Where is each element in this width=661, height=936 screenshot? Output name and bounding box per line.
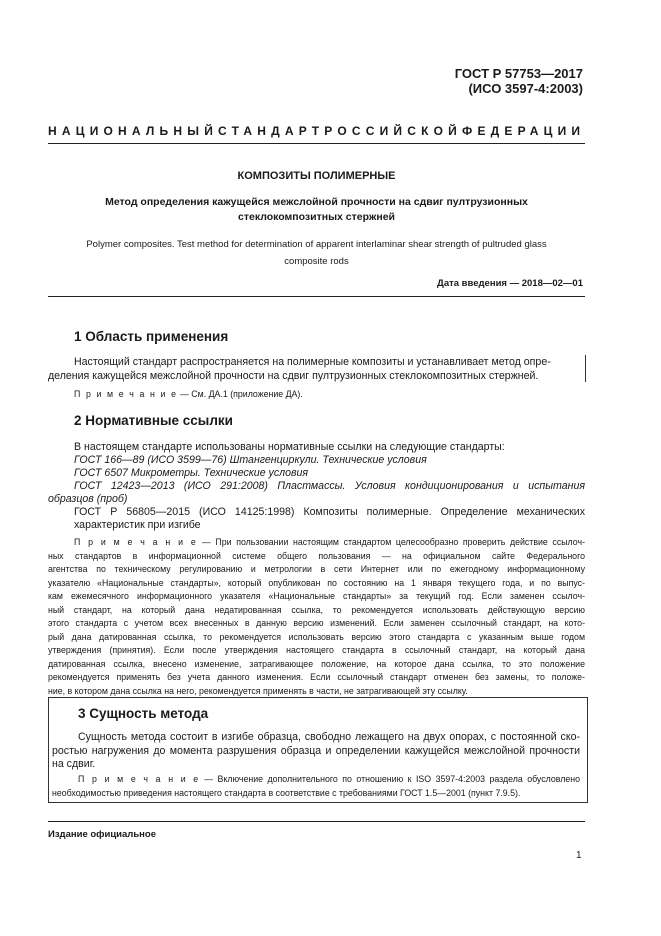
subtitle-line: стеклокомпозитных стержней [238,211,395,223]
note-text: — См. ДА.1 (приложение ДА). [177,389,303,399]
page-number: 1 [576,850,582,861]
banner-word: НАЦИОНАЛЬНЫЙ [48,124,219,138]
reference-line: образцов (проб) [48,493,128,505]
section-1-note [48,388,585,402]
document-title: КОМПОЗИТЫ ПОЛИМЕРНЫЕ [237,170,396,182]
introduction-date: Дата введения — 2018—02—01 [437,278,583,289]
paragraph-line: ростью нагружения до момента разрушения образца и определении кажущейся межслойной прочности [52,744,580,757]
note-label: П р и м е ч а н и е [74,537,198,547]
section-2-heading [74,413,233,428]
reference-line: ГОСТ 12423—2013 (ИСО 291:2008) Пластмассы. Условия кондиционирования и испытания [74,480,585,492]
footer-divider [48,821,585,822]
reference-gost-6507: ГОСТ 6507 Микрометры. Технические условия [74,467,309,479]
note-line: датированная ссылка, внесено изменение, затрагивающее положение, на которое дана ссылка, то это положение [48,658,585,669]
paragraph-line: Настоящий стандарт распространяется на полимерные композиты и устанавливает метод опре- [74,356,551,368]
reference-gost-166: ГОСТ 166—89 (ИСО 3599—76) Штангенциркули. Технические условия [74,454,427,466]
reference-gost-r-56805 [48,506,585,532]
note-line: ный стандарт, на который дана недатированная ссылка, то рекомендуется использовать действующую версию [48,604,585,615]
iso-number: (ИСО 3597-4:2003) [468,81,583,96]
subtitle-line: Метод определения кажущейся межслойной прочности на сдвиг пултрузионных [105,196,528,208]
document-subtitle [48,195,585,225]
paragraph-line: деления кажущейся межслойной прочности на сдвиг пултрузионных стеклокомпозитных стержней. [48,370,539,382]
note-line: необходимостью приведения настоящего стандарта в соответствие с требованиями ГОСТ 1.5—2001 (пункт 7.9.5). [52,787,521,798]
section-3-heading [78,706,208,721]
paragraph-line: Сущность метода состоит в изгибе образца, свободно лежащего на двух опорах, с постоянной ско- [78,731,580,743]
section-2-note [48,536,585,698]
paragraph-line: В настоящем стандарте использованы нормативные ссылки на следующие стандарты: [74,441,505,453]
change-bar [585,355,586,382]
note-line: утверждения (принятия). Если после утверждения настоящего стандарта в ссылочный стандарт, на который дана [48,645,585,655]
banner-word: СТАНДАРТ [218,124,325,138]
note-label: П р и м е ч а н и е [78,774,200,784]
section-heading: 2 Нормативные ссылки [74,413,233,428]
note-text: — При пользовании настоящим стандартом целесообразно проверить действие ссылоч- [197,537,585,547]
section-heading: 1 Область применения [74,329,229,344]
note-line: рый дана датированная ссылка, то рекомендуется использовать версию этого стандарта с указанным выше годом [48,631,585,642]
note-line: ных стандартов в информационной системе общего пользования — на официальном сайте Федерального [48,550,585,561]
note-line: рекомендуется применять без учета данного изменения. Если ссылочный стандарт отменен без замены, то положе- [48,672,585,682]
note-line: этого стандарта с учетом всех внесенных в данную версию изменений. Если заменен ссылочный стандарт, на кото- [48,618,585,628]
banner-word: РОССИЙСКОЙ [324,124,463,138]
english-title-line: composite rods [284,256,349,267]
section-1-heading [74,329,228,344]
note-label: П р и м е ч а н и е [74,389,178,399]
note-line: агентства по техническому регулированию и метрологии в сети Интернет или по ежегодному информационному [48,564,585,574]
reference-line: характеристик при изгибе [74,519,201,531]
banner-word: ФЕДЕРАЦИИ [462,124,586,138]
standard-number: ГОСТ Р 57753—2017 [454,66,583,81]
header-divider [48,143,585,144]
paragraph-line: на сдвиг. [52,758,96,770]
note-line: ние, в котором дана ссылка на него, рекомендуется применять в части, не затрагивающей эту ссылку. [48,685,468,696]
section-heading: 3 Сущность метода [78,706,209,721]
section-3-paragraph [52,731,580,772]
note-text: — Включение дополнительного по отношению к ISO 3597-4:2003 раздела обусловлено [199,774,581,784]
section-1-paragraph [48,355,585,383]
reference-gost-12423 [48,480,585,506]
national-standard-banner [48,124,585,138]
english-title-line: Polymer composites. Test method for determination of apparent interlaminar shear strength of pultruded glass [86,239,547,250]
note-line: кам ежемесячного информационного указателя «Национальные стандарты» за текущий год. Если заменен ссылоч- [48,591,585,601]
intro-divider [48,296,585,297]
english-title [48,236,585,270]
note-line: указателю «Национальные стандарты», который опубликован по состоянию на 1 января текущего года, и по выпус- [48,577,585,588]
section-2-intro [48,440,585,454]
edition-label: Издание официальное [48,829,156,840]
section-3-note [52,773,580,800]
reference-line: ГОСТ Р 56805—2015 (ИСО 14125:1998) Композиты полимерные. Определение механических [74,506,585,518]
